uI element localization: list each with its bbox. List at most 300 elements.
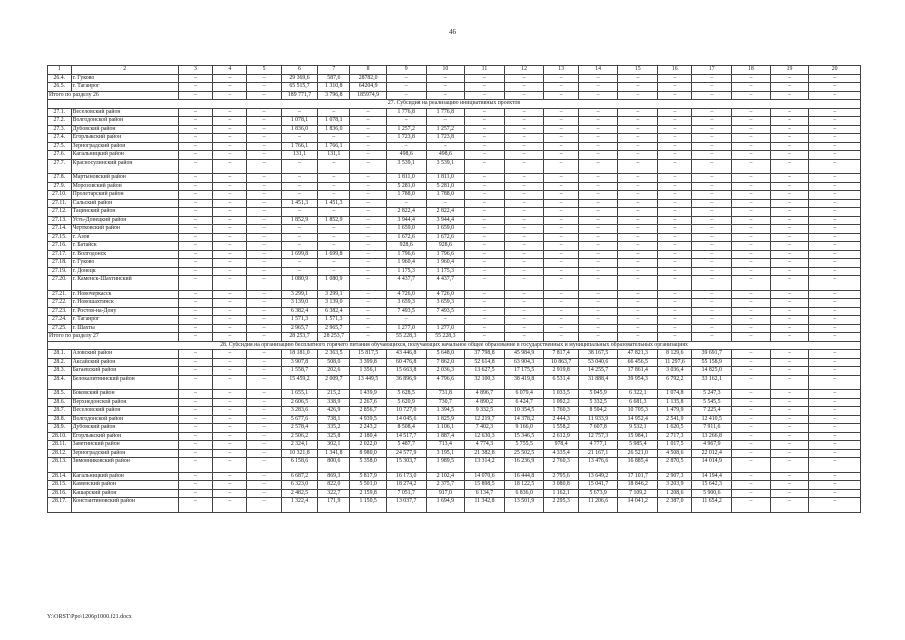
value-cell: 3 539,1 — [426, 159, 465, 174]
value-cell: 730,7 — [426, 398, 465, 407]
value-cell: – — [247, 472, 281, 481]
municipality-name: Аксайский район — [71, 358, 178, 367]
value-cell: – — [809, 350, 861, 359]
value-cell: – — [578, 299, 618, 308]
value-cell: – — [318, 108, 350, 117]
value-cell: – — [386, 91, 426, 100]
value-cell: – — [770, 358, 809, 367]
value-cell: 1 080,9 — [318, 276, 350, 291]
value-cell: – — [247, 299, 281, 308]
value-cell: 3 203,9 — [658, 481, 692, 490]
value-cell: – — [465, 225, 505, 234]
value-cell: – — [465, 324, 505, 333]
municipality-name: Верхнедонской район — [71, 398, 178, 407]
value-cell: – — [770, 390, 809, 399]
value-cell: – — [318, 191, 350, 200]
value-cell: 7 911,6 — [692, 424, 732, 433]
value-cell: 24 577,9 — [386, 449, 426, 458]
value-cell: – — [770, 74, 809, 83]
value-cell: 2 387,0 — [658, 498, 692, 513]
value-cell: – — [213, 74, 247, 83]
value-cell: 1 571,3 — [318, 316, 350, 325]
value-cell: 1 439,9 — [350, 390, 386, 399]
value-cell: – — [809, 233, 861, 242]
value-cell: – — [178, 117, 212, 126]
municipality-name: Чертковский район — [71, 225, 178, 234]
value-cell: – — [809, 199, 861, 208]
value-cell: 33 162,1 — [692, 375, 732, 390]
value-cell: – — [732, 432, 771, 441]
value-cell: 4 437,7 — [386, 276, 426, 291]
value-cell: 1 825,9 — [426, 415, 465, 424]
row-number: 28.16. — [48, 489, 72, 498]
value-cell: 6 681,3 — [618, 398, 658, 407]
value-cell: 1 451,3 — [318, 199, 350, 208]
value-cell: 15 459,2 — [281, 375, 317, 390]
value-cell: – — [178, 367, 212, 376]
value-cell: – — [178, 498, 212, 513]
value-cell: – — [213, 259, 247, 268]
value-cell: 1 723,8 — [426, 134, 465, 143]
value-cell: – — [465, 299, 505, 308]
value-cell: – — [178, 91, 212, 100]
municipality-name: г. Гуково — [71, 259, 178, 268]
value-cell: – — [213, 407, 247, 416]
value-cell: – — [465, 134, 505, 143]
value-cell: – — [770, 290, 809, 299]
value-cell: 1 699,8 — [281, 250, 317, 259]
value-cell: 13 476,6 — [578, 458, 618, 473]
column-number: 6 — [281, 66, 317, 75]
municipality-name: г. Батайск — [71, 242, 178, 251]
column-number: 3 — [178, 66, 212, 75]
value-cell: – — [247, 191, 281, 200]
value-cell: – — [618, 108, 658, 117]
value-cell: 3 796,8 — [318, 91, 350, 100]
value-cell: – — [504, 199, 544, 208]
value-cell: 4 890,2 — [465, 398, 505, 407]
value-cell: – — [809, 415, 861, 424]
value-cell: – — [213, 242, 247, 251]
value-cell: – — [732, 307, 771, 316]
value-cell: – — [809, 225, 861, 234]
value-cell: 15 642,3 — [692, 481, 732, 490]
value-cell: – — [578, 333, 618, 342]
value-cell: – — [732, 276, 771, 291]
value-cell: 1 078,1 — [281, 117, 317, 126]
value-cell: 3 139,0 — [318, 299, 350, 308]
value-cell: – — [809, 250, 861, 259]
municipality-name: Зерноградский район — [71, 449, 178, 458]
value-cell: – — [247, 142, 281, 151]
value-cell: 2 760,3 — [544, 458, 578, 473]
value-cell: 5 501,0 — [350, 481, 386, 490]
value-cell: 60 476,8 — [386, 358, 426, 367]
value-cell: 1 479,9 — [658, 407, 692, 416]
value-cell: – — [809, 407, 861, 416]
row-number: 27.13. — [48, 216, 72, 225]
value-cell: – — [544, 74, 578, 83]
value-cell: – — [465, 151, 505, 160]
table-row — [48, 415, 861, 424]
value-cell: 14 952,4 — [618, 415, 658, 424]
value-cell: 18 122,5 — [504, 481, 544, 490]
value-cell: – — [618, 159, 658, 174]
value-cell: – — [465, 83, 505, 92]
value-cell: – — [692, 324, 732, 333]
value-cell: – — [770, 267, 809, 276]
value-cell: 2 267,6 — [350, 398, 386, 407]
value-cell: – — [770, 233, 809, 242]
value-cell: – — [247, 250, 281, 259]
value-cell: – — [809, 481, 861, 490]
value-cell: 63 904,3 — [504, 358, 544, 367]
value-cell: – — [178, 441, 212, 450]
table-row — [48, 489, 861, 498]
value-cell: 6 322,1 — [618, 390, 658, 399]
value-cell: – — [465, 174, 505, 183]
value-cell: 5 281,0 — [386, 182, 426, 191]
value-cell: 15 041,7 — [578, 481, 618, 490]
value-cell: – — [544, 233, 578, 242]
value-cell: 9 332,5 — [465, 407, 505, 416]
value-cell: 5 648,0 — [426, 350, 465, 359]
value-cell: – — [247, 125, 281, 134]
value-cell: – — [692, 276, 732, 291]
value-cell: – — [770, 276, 809, 291]
value-cell: – — [732, 191, 771, 200]
table-row — [48, 398, 861, 407]
value-cell: 5 247,3 — [692, 390, 732, 399]
value-cell: – — [578, 134, 618, 143]
value-cell: 14 070,6 — [465, 472, 505, 481]
row-number: 27.8. — [48, 174, 72, 183]
value-cell: 2 965,7 — [281, 324, 317, 333]
value-cell: – — [213, 432, 247, 441]
value-cell: 15 303,7 — [386, 458, 426, 473]
value-cell: 302,1 — [318, 441, 350, 450]
value-cell: – — [578, 108, 618, 117]
value-cell: 6 836,0 — [504, 489, 544, 498]
value-cell: – — [350, 276, 386, 291]
value-cell: – — [281, 134, 317, 143]
municipality-name: Дубовский район — [71, 424, 178, 433]
value-cell: 1 960,4 — [386, 259, 426, 268]
value-cell: 3 539,1 — [386, 159, 426, 174]
value-cell: – — [178, 151, 212, 160]
value-cell: – — [732, 74, 771, 83]
municipality-name: Тацинский район — [71, 208, 178, 217]
value-cell: – — [213, 83, 247, 92]
value-cell: – — [247, 375, 281, 390]
value-cell: – — [809, 117, 861, 126]
table-row — [48, 191, 861, 200]
value-cell: – — [770, 91, 809, 100]
value-cell: – — [770, 199, 809, 208]
value-cell: – — [658, 159, 692, 174]
value-cell: 6 424,7 — [504, 398, 544, 407]
value-cell: – — [178, 182, 212, 191]
value-cell: 1 208,6 — [658, 489, 692, 498]
value-cell: – — [809, 299, 861, 308]
value-cell: 38 419,8 — [504, 375, 544, 390]
value-cell: – — [809, 358, 861, 367]
value-cell: – — [578, 316, 618, 325]
value-cell: 6 323,0 — [281, 481, 317, 490]
value-cell: 1 811,0 — [426, 174, 465, 183]
value-cell: – — [544, 324, 578, 333]
municipality-name: г. Ростов-на-Дону — [71, 307, 178, 316]
value-cell: – — [809, 449, 861, 458]
table-row — [48, 117, 861, 126]
municipality-name: Усть-Донецкий район — [71, 216, 178, 225]
table-row — [48, 159, 861, 174]
value-cell: 1 150,5 — [350, 498, 386, 513]
value-cell: – — [247, 367, 281, 376]
value-cell: 5 817,9 — [350, 472, 386, 481]
value-cell: – — [247, 324, 281, 333]
value-cell: – — [247, 316, 281, 325]
value-cell: – — [809, 191, 861, 200]
value-cell: 11 206,6 — [578, 498, 618, 513]
value-cell: – — [318, 267, 350, 276]
value-cell: – — [281, 225, 317, 234]
value-cell: – — [213, 290, 247, 299]
value-cell: – — [732, 125, 771, 134]
value-cell: – — [809, 458, 861, 473]
value-cell: – — [692, 307, 732, 316]
value-cell: – — [618, 333, 658, 342]
table-row — [48, 449, 861, 458]
value-cell: – — [465, 290, 505, 299]
value-cell: 36 896,9 — [386, 375, 426, 390]
value-cell: 5 900,6 — [692, 489, 732, 498]
value-cell: – — [809, 489, 861, 498]
value-cell: – — [732, 324, 771, 333]
value-cell: – — [809, 83, 861, 92]
value-cell: – — [350, 242, 386, 251]
value-cell: – — [658, 74, 692, 83]
value-cell: – — [732, 424, 771, 433]
value-cell: – — [465, 307, 505, 316]
value-cell: – — [770, 151, 809, 160]
value-cell: 6 158,6 — [281, 458, 317, 473]
value-cell: – — [692, 174, 732, 183]
value-cell: – — [544, 307, 578, 316]
value-cell: – — [178, 415, 212, 424]
value-cell: 43 446,8 — [386, 350, 426, 359]
value-cell: – — [178, 307, 212, 316]
value-cell: – — [247, 276, 281, 291]
value-cell: 4 508,6 — [658, 449, 692, 458]
value-cell: – — [426, 142, 465, 151]
value-cell: 15 898,5 — [465, 481, 505, 490]
value-cell: – — [350, 290, 386, 299]
value-cell: – — [770, 449, 809, 458]
value-cell: 13 649,2 — [578, 472, 618, 481]
value-cell: – — [658, 307, 692, 316]
value-cell: – — [350, 182, 386, 191]
value-cell: 32 100,3 — [465, 375, 505, 390]
value-cell: – — [618, 199, 658, 208]
value-cell: – — [770, 472, 809, 481]
value-cell: – — [213, 367, 247, 376]
value-cell: 3 659,3 — [426, 299, 465, 308]
value-cell: 66 456,5 — [618, 358, 658, 367]
table-row — [48, 407, 861, 416]
value-cell: – — [178, 108, 212, 117]
value-cell: 2 159,8 — [350, 489, 386, 498]
value-cell: – — [504, 182, 544, 191]
value-cell: – — [578, 199, 618, 208]
table-row — [48, 299, 861, 308]
value-cell: 28 253,7 — [281, 333, 317, 342]
value-cell: – — [247, 390, 281, 399]
value-cell: 3 080,8 — [544, 481, 578, 490]
value-cell: – — [658, 250, 692, 259]
value-cell: 1 558,7 — [281, 367, 317, 376]
value-cell: – — [504, 259, 544, 268]
value-cell: – — [247, 242, 281, 251]
value-cell: 3 139,0 — [281, 299, 317, 308]
value-cell: – — [692, 151, 732, 160]
value-cell: – — [692, 191, 732, 200]
value-cell: – — [618, 250, 658, 259]
municipality-name: Мартыновский район — [71, 174, 178, 183]
value-cell: – — [809, 333, 861, 342]
value-cell: 21 167,1 — [578, 449, 618, 458]
value-cell: – — [544, 134, 578, 143]
value-cell: 18 274,2 — [386, 481, 426, 490]
value-cell: 5 673,9 — [578, 489, 618, 498]
row-number: 27.21. — [48, 290, 72, 299]
value-cell: – — [770, 250, 809, 259]
value-cell: – — [247, 174, 281, 183]
value-cell: – — [770, 216, 809, 225]
value-cell: – — [692, 316, 732, 325]
value-cell: – — [247, 441, 281, 450]
value-cell: 3 299,1 — [281, 290, 317, 299]
table-row — [48, 441, 861, 450]
value-cell: 1 659,0 — [426, 225, 465, 234]
value-cell: – — [618, 225, 658, 234]
value-cell: – — [770, 441, 809, 450]
value-cell: – — [350, 134, 386, 143]
row-number: 26.5. — [48, 83, 72, 92]
value-cell: 3 195,1 — [426, 449, 465, 458]
value-cell: – — [809, 159, 861, 174]
value-cell: – — [732, 151, 771, 160]
municipality-name: Заветинский район — [71, 441, 178, 450]
value-cell: – — [544, 142, 578, 151]
value-cell: – — [732, 449, 771, 458]
value-cell: – — [178, 134, 212, 143]
value-cell: – — [178, 350, 212, 359]
table-row — [48, 316, 861, 325]
row-number: 27.16. — [48, 242, 72, 251]
value-cell: – — [318, 225, 350, 234]
value-cell: – — [544, 174, 578, 183]
table-body — [48, 66, 861, 513]
value-cell: 3 399,8 — [350, 358, 386, 367]
total-label: Итого по разделу 26 — [48, 91, 179, 100]
value-cell: – — [178, 390, 212, 399]
value-cell: – — [544, 290, 578, 299]
value-cell: 18 181,0 — [281, 350, 317, 359]
value-cell: – — [578, 307, 618, 316]
value-cell: 8 594,2 — [578, 407, 618, 416]
value-cell: – — [692, 159, 732, 174]
value-cell: 2 717,3 — [658, 432, 692, 441]
value-cell: – — [213, 208, 247, 217]
value-cell: 2 009,7 — [318, 375, 350, 390]
value-cell: – — [658, 216, 692, 225]
row-number: 27.11. — [48, 199, 72, 208]
value-cell: – — [618, 316, 658, 325]
row-number: 27.2. — [48, 117, 72, 126]
value-cell: 17 101,7 — [618, 472, 658, 481]
value-cell: – — [618, 134, 658, 143]
row-number: 27.19. — [48, 267, 72, 276]
value-cell: 498,6 — [426, 151, 465, 160]
value-cell: – — [247, 415, 281, 424]
value-cell: 508,0 — [318, 358, 350, 367]
value-cell: – — [770, 125, 809, 134]
value-cell: – — [213, 489, 247, 498]
row-number: 28.8. — [48, 415, 72, 424]
column-number: 17 — [692, 66, 732, 75]
value-cell: 15 984,1 — [618, 432, 658, 441]
value-cell: 5 985,4 — [618, 441, 658, 450]
value-cell: – — [247, 432, 281, 441]
value-cell: 5 755,5 — [504, 441, 544, 450]
municipality-name: Сальский район — [71, 199, 178, 208]
value-cell: – — [578, 159, 618, 174]
value-cell: 3 283,6 — [281, 407, 317, 416]
value-cell: – — [504, 159, 544, 174]
value-cell: – — [578, 225, 618, 234]
value-cell: – — [544, 182, 578, 191]
value-cell: – — [658, 276, 692, 291]
table-row — [48, 481, 861, 490]
value-cell: – — [178, 489, 212, 498]
value-cell: – — [281, 259, 317, 268]
table-row — [48, 458, 861, 473]
value-cell: – — [544, 125, 578, 134]
row-number: 28.3. — [48, 367, 72, 376]
value-cell: – — [350, 333, 386, 342]
value-cell: – — [426, 316, 465, 325]
value-cell: – — [350, 250, 386, 259]
value-cell: 1 776,8 — [386, 108, 426, 117]
table-row — [48, 174, 861, 183]
value-cell: – — [504, 267, 544, 276]
value-cell: – — [281, 191, 317, 200]
value-cell: – — [386, 117, 426, 126]
value-cell: 928,6 — [426, 242, 465, 251]
value-cell: – — [178, 259, 212, 268]
value-cell: 2 795,6 — [544, 472, 578, 481]
value-cell: – — [350, 307, 386, 316]
value-cell: 12 630,3 — [465, 432, 505, 441]
row-number: 28.1. — [48, 350, 72, 359]
section-header-row — [48, 100, 861, 109]
value-cell: – — [247, 489, 281, 498]
value-cell: 47 821,3 — [618, 350, 658, 359]
value-cell: – — [281, 182, 317, 191]
value-cell: 4 796,6 — [426, 375, 465, 390]
value-cell: – — [504, 117, 544, 126]
